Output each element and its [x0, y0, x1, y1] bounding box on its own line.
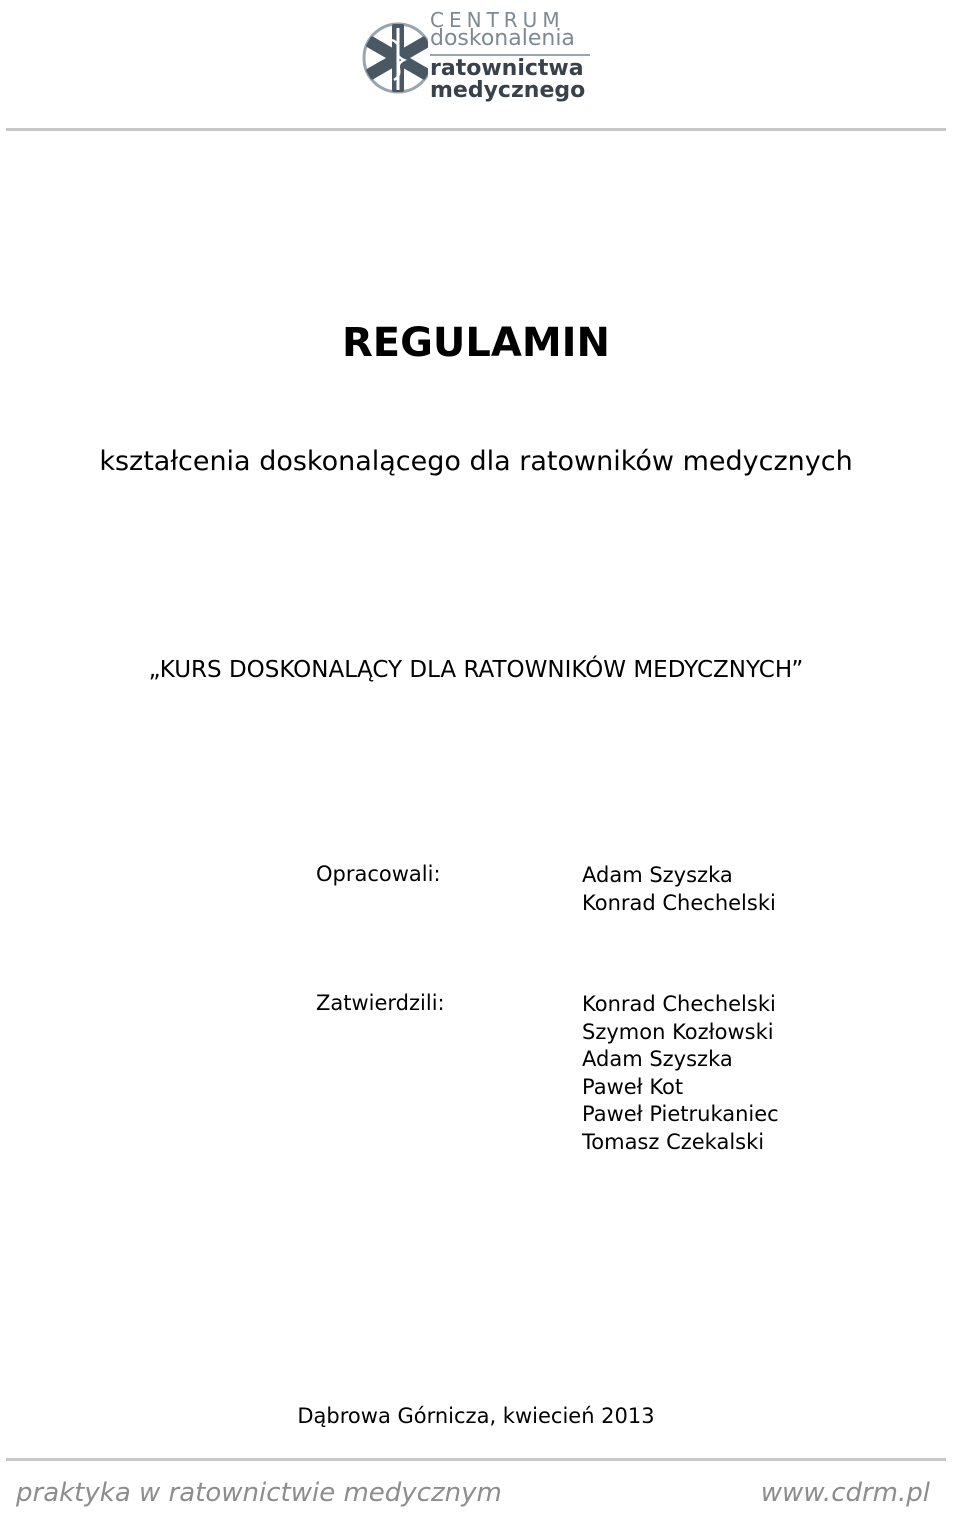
logo-line-doskonalenia: doskonalenia [430, 26, 575, 51]
approved-by-name: Szymon Kozłowski [582, 1019, 774, 1044]
place-and-date: Dąbrowa Górnicza, kwiecień 2013 [297, 1404, 655, 1428]
footer-website-link[interactable]: www.cdrm.pl [760, 1478, 930, 1508]
approved-by-list [582, 991, 779, 1156]
course-name: „KURS DOSKONALĄCY DLA RATOWNIKÓW MEDYCZNYCH” [148, 657, 804, 683]
approved-by-label: Zatwierdzili: [316, 991, 445, 1015]
logo-line-medycznego: medycznego [430, 78, 586, 103]
approved-by-name: Paweł Pietrukaniec [582, 1102, 779, 1126]
approved-by-name: Paweł Kot [582, 1074, 684, 1099]
footer-slogan: praktyka w ratownictwie medycznym [16, 1478, 502, 1508]
logo-line-ratownictwa: ratownictwa [430, 56, 584, 81]
prepared-by-label: Opracowali: [316, 862, 441, 886]
document-subtitle: kształcenia doskonalącego dla ratowników medycznych [99, 446, 853, 477]
document-title: REGULAMIN [341, 320, 611, 366]
approved-by-name: Adam Szyszka [582, 1047, 733, 1071]
prepared-by-list [582, 862, 776, 917]
logo [362, 8, 602, 108]
star-of-life-logo-icon [362, 10, 428, 106]
prepared-by-name: Konrad Chechelski [582, 890, 776, 915]
approved-by-name: Konrad Chechelski [582, 992, 776, 1016]
approved-by-name: Tomasz Czekalski [582, 1129, 765, 1154]
header-divider [6, 128, 946, 131]
prepared-by-name: Adam Szyszka [582, 863, 733, 887]
logo-line-centrum: CENTRUM [430, 8, 565, 32]
footer-divider [6, 1458, 946, 1461]
